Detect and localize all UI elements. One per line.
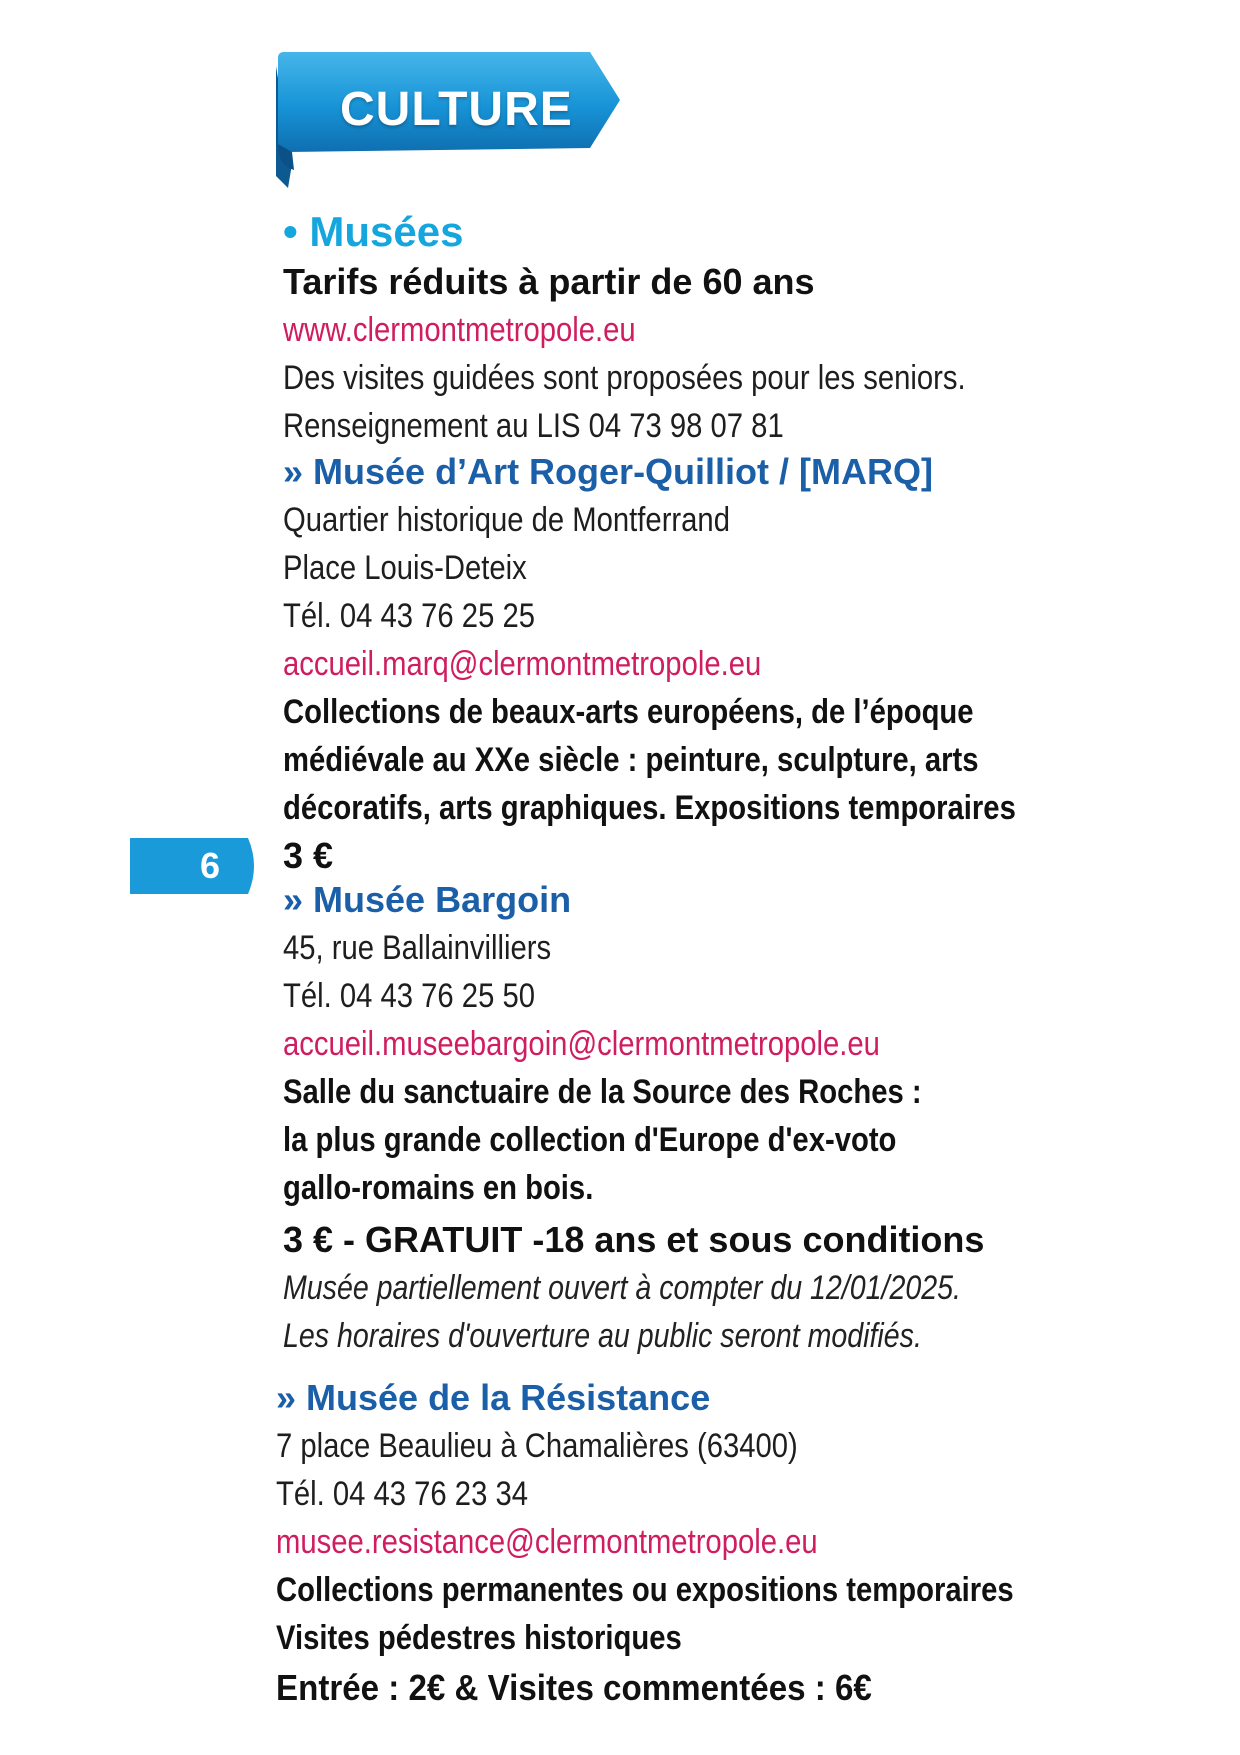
banner-title: CULTURE bbox=[340, 83, 573, 136]
page-number-tab bbox=[130, 838, 260, 894]
museum-address: 7 place Beaulieu à Chamalières (63400) bbox=[276, 1427, 798, 1465]
museum-price: 3 € bbox=[283, 835, 334, 876]
page-tab-shape bbox=[130, 838, 260, 894]
museum-phone: Tél. 04 43 76 25 50 bbox=[283, 977, 535, 1015]
museum-description: gallo-romains en bois. bbox=[283, 1169, 594, 1207]
museum-email-link[interactable]: accueil.marq@clermontmetropole.eu bbox=[283, 645, 762, 683]
museum-note: Les horaires d'ouverture au public seront modifiés. bbox=[283, 1317, 922, 1355]
museum-email-link[interactable]: accueil.museebargoin@clermontmetropole.eu bbox=[283, 1025, 880, 1063]
museum-description: Collections de beaux-arts européens, de l’époque bbox=[283, 693, 974, 731]
museum-phone: Tél. 04 43 76 25 25 bbox=[283, 597, 535, 635]
museum-title-marq: » Musée d’Art Roger-Quilliot / [MARQ] bbox=[283, 451, 934, 492]
museum-description: Visites pédestres historiques bbox=[276, 1619, 682, 1657]
museum-description: décoratifs, arts graphiques. Expositions temporaires bbox=[283, 789, 1016, 827]
museum-title-bargoin: » Musée Bargoin bbox=[283, 879, 572, 920]
section-banner bbox=[270, 48, 650, 198]
museum-description: la plus grande collection d'Europe d'ex-voto bbox=[283, 1121, 897, 1159]
website-link[interactable]: www.clermontmetropole.eu bbox=[283, 311, 636, 349]
museum-address: 45, rue Ballainvilliers bbox=[283, 929, 552, 967]
museum-description: Collections permanentes ou expositions temporaires bbox=[276, 1571, 1014, 1609]
museum-address: Quartier historique de Montferrand bbox=[283, 501, 730, 539]
museum-email-link[interactable]: musee.resistance@clermontmetropole.eu bbox=[276, 1523, 818, 1561]
museum-description: Salle du sanctuaire de la Source des Roches : bbox=[283, 1073, 922, 1111]
museum-note: Musée partiellement ouvert à compter du 12/01/2025. bbox=[283, 1269, 961, 1307]
museum-phone: Tél. 04 43 76 23 34 bbox=[276, 1475, 528, 1513]
museum-address: Place Louis-Deteix bbox=[283, 549, 527, 587]
section-heading: • Musées bbox=[283, 208, 464, 255]
museum-price: 3 € - GRATUIT -18 ans et sous conditions bbox=[283, 1219, 985, 1260]
intro-text: Des visites guidées sont proposées pour les seniors. bbox=[283, 359, 966, 397]
museum-price: Entrée : 2€ & Visites commentées : 6€ bbox=[276, 1667, 872, 1708]
tariff-note: Tarifs réduits à partir de 60 ans bbox=[283, 261, 815, 302]
page-number: 6 bbox=[200, 845, 221, 886]
museum-title-resistance: » Musée de la Résistance bbox=[276, 1377, 711, 1418]
museum-description: médiévale au XXe siècle : peinture, sculpture, arts bbox=[283, 741, 979, 779]
intro-text: Renseignement au LIS 04 73 98 07 81 bbox=[283, 407, 784, 445]
